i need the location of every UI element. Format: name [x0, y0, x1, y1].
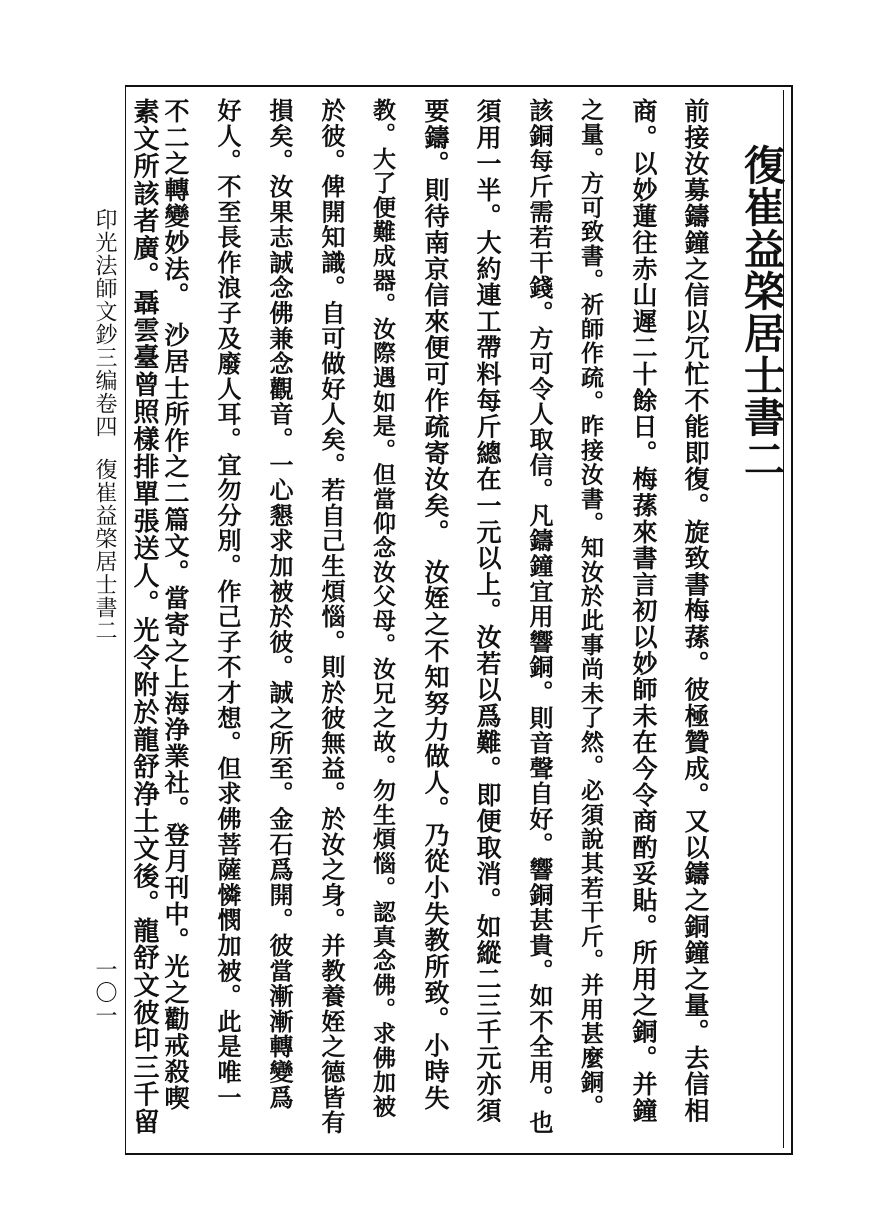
left-border-rule	[125, 85, 126, 1153]
margin-book-title: 印光法師文鈔三编卷四	[92, 208, 117, 438]
text-column-10: 好人。不至長作浪子及廢人耳。宜勿分別。作己子不才想。但求佛菩薩憐憫加被。此是唯一	[213, 98, 242, 1110]
text-column-12: 素文所該者廣。聶雲臺曾照樣排單張送人。光令附於龍舒浄土文後。龍舒文彼印三千留	[129, 98, 159, 1136]
text-column-6: 要鑄。則待南京信來便可作疏寄汝矣。 汝姪之不知努力做人。乃從小失教所致。小時失	[421, 98, 450, 1112]
text-column-3: 之量。方可致書。祈師作疏。昨接汝書。知汝於此事尚未了然。必須說其若干斤。并用甚麼銅。	[577, 98, 604, 1119]
text-column-8: 於彼。俾開知識。自可做好人矣。若自己生煩惱。則於彼無益。於汝之身。并教養姪之德皆有	[317, 98, 346, 1136]
margin-section-title: 復崔益棨居士書二	[92, 458, 117, 642]
text-column-9: 損矣。汝果志誠念佛兼念觀音。一心懇求加被於彼。誠之所至。金石爲開。彼當漸漸轉變爲	[265, 98, 294, 1110]
text-column-2: 商。以妙蓮往赤山遲二十餘日。梅蓀來書言初以妙師未在今令商酌妥貼。所用之銅。并鐘	[629, 98, 658, 1124]
text-column-11: 不二之轉變妙法。 沙居士所作之二篇文。當寄之上海浄業社。登月刊中。光之勸戒殺喫	[161, 98, 190, 1112]
letter-title: 復崔益棨居士書二	[737, 144, 785, 480]
text-column-7: 教。大了便難成器。汝際遇如是。但當仰念汝父母。汝兄之故。勿生煩惱。認真念佛。求佛加被	[369, 98, 396, 1119]
text-column-4: 該銅每斤需若干錢。方可令人取信。凡鑄鐘宜用響銅。則音聲自好。響銅甚貴。如不全用。也	[525, 98, 554, 1136]
text-column-1: 前接汝募鑄鐘之信以冗忙不能即復。旋致書梅蓀。彼極贊成。又以鑄之銅鐘之量。去信相	[681, 98, 710, 1124]
text-column-5: 須用一半。大約連工帶料每斤總在一元以上。汝若以爲難。即便取消。如縱二三千元亦須	[473, 98, 502, 1124]
margin-page-number: 一〇一	[92, 958, 117, 1027]
